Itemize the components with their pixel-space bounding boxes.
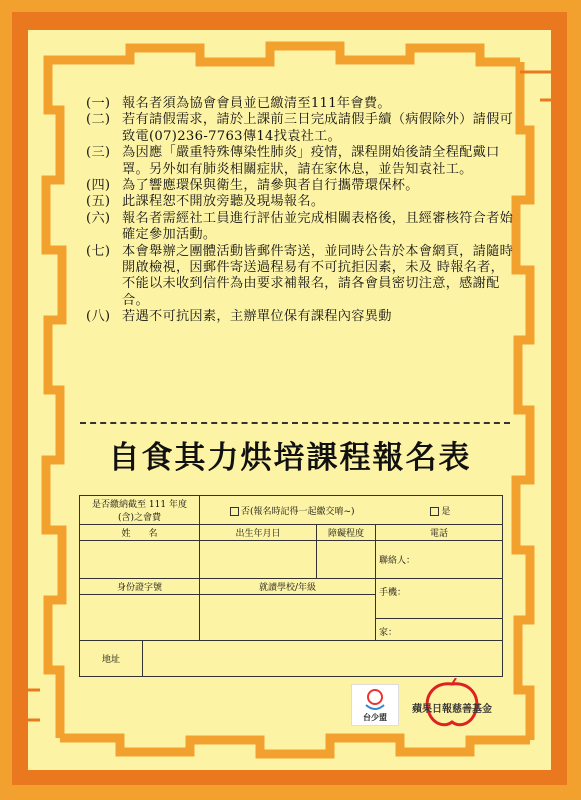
rule-text: 報名者須為協會會員並已繳清至111年會費。: [122, 96, 391, 111]
address-field[interactable]: [143, 641, 503, 677]
home-label: 家：: [379, 628, 398, 638]
rule-item: [86, 244, 516, 310]
fee-options-cell: [200, 496, 503, 525]
rule-text: 本會舉辦之團體活動皆郵件寄送，並同時公告於本會網頁，請隨時開啟檢視，因郵件寄送過程易有不可抗拒因素，未及 時報名者，不能以未收到信件為由要求補報名，請各會員密切注意，感謝配合。: [122, 243, 514, 308]
col-school-header: 就讀學校/年級: [200, 579, 376, 595]
rule-number: (八): [86, 309, 111, 325]
option-yes-label: 是: [441, 506, 451, 517]
contact-label: 聯絡人：: [379, 556, 416, 566]
rule-item: [86, 145, 516, 178]
registration-form: [79, 495, 503, 677]
rule-text: 為因應「嚴重特殊傳染性肺炎」疫情，課程開始後請全程配戴口罩。另外如有肺炎相關症狀，請在家休息，並告知袁社工。: [122, 145, 500, 177]
divider-dashed: [80, 422, 510, 424]
mobile-label: 手機：: [379, 588, 407, 598]
col-disability-header: 障礙程度: [317, 525, 376, 541]
mobile-home-field[interactable]: [376, 579, 503, 641]
fee-question-cell: [80, 496, 200, 525]
rules-list: [86, 96, 516, 326]
rule-text: 此課程恕不開放旁聽及現場報名。: [122, 194, 325, 210]
checkbox-yes[interactable]: [430, 507, 439, 516]
address-label: 地址: [80, 641, 143, 677]
rule-text: 報名者需經社工員進行評估並完成相關表格後，且經審核符合者始確定參加活動。: [122, 210, 514, 243]
rule-item: [86, 211, 516, 244]
checkbox-no[interactable]: [230, 507, 239, 516]
contact-field[interactable]: [376, 541, 503, 579]
rule-number: (一): [86, 96, 111, 111]
apple-daily-foundation-logo: [404, 678, 500, 730]
rule-text: 若有請假需求，請於上課前三日完成請假手續（病假除外）請假可致電(07)236-7763傳14找袁社工。: [122, 112, 514, 144]
col-birth-header: 出生年月日: [200, 525, 317, 541]
rule-item: [86, 309, 516, 325]
rule-number: (三): [86, 145, 111, 161]
rule-text: 為了響應環保與衛生，請參與者自行攜帶環保杯。: [122, 178, 419, 194]
rule-number: (七): [86, 243, 111, 259]
birth-field[interactable]: [200, 541, 317, 579]
rule-item: [86, 178, 516, 194]
logo-right-label: 蘋果日報慈善基金: [412, 704, 492, 715]
col-id-header: 身份證字號: [80, 579, 200, 595]
option-no-label: 否(報名時記得一起繳交唷~): [241, 506, 355, 517]
rule-number: (二): [86, 112, 111, 128]
col-name-header: 姓 名: [80, 525, 200, 541]
rule-number: (六): [86, 210, 111, 226]
fee-question-line1: 是否繳納截至 111 年度: [92, 500, 187, 510]
logo-left-label: 台少盟: [363, 713, 387, 722]
rule-item: [86, 112, 516, 145]
name-field[interactable]: [80, 541, 200, 579]
disability-field[interactable]: [317, 541, 376, 579]
taiwan-youth-alliance-logo: [351, 684, 399, 726]
school-field[interactable]: [200, 595, 376, 641]
form-title: 自食其力烘培課程報名表: [108, 440, 472, 476]
fee-question-line2: (含)之會費: [117, 513, 162, 523]
rule-text: 若遇不可抗因素，主辦單位保有課程內容異動: [122, 309, 392, 325]
id-field[interactable]: [80, 595, 200, 641]
rule-number: (四): [86, 178, 111, 194]
rule-number: (五): [86, 194, 111, 210]
rule-item: [86, 96, 516, 112]
col-phone-header: 電話: [376, 525, 503, 541]
rule-item: [86, 194, 516, 210]
logo-figure-icon: [352, 685, 398, 713]
